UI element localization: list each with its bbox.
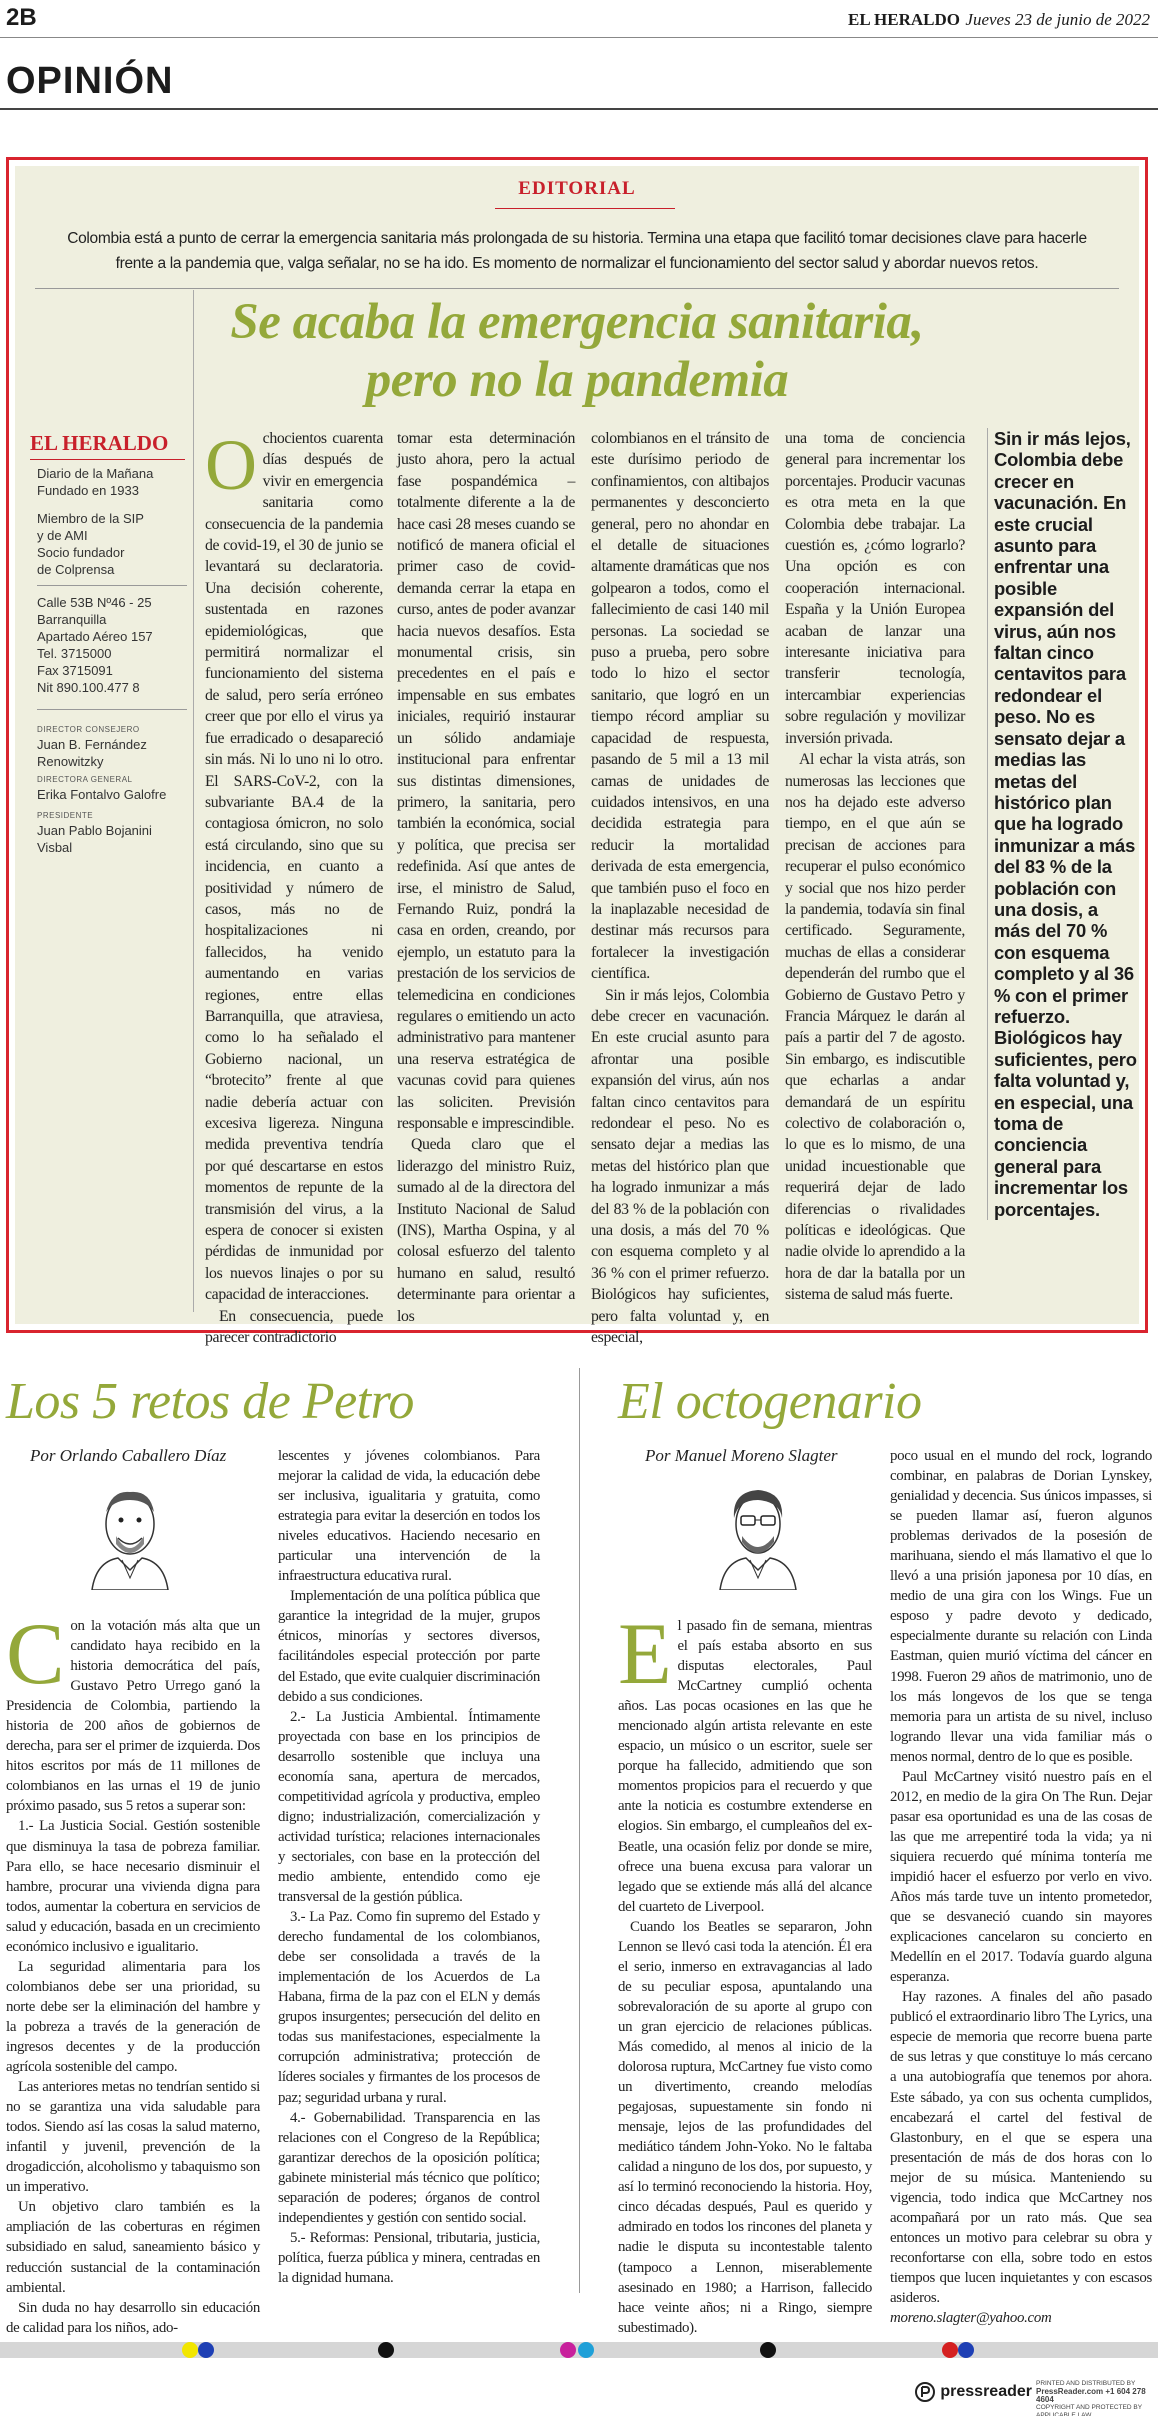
- paragraph: 3.- La Paz. Como fin supremo del Estado y derecho fundamental de los colombianos, debe ser consolidada a través de la implementación de los Acuerdos de La Habana, firma de la paz con el ELN y demás grupos insurgentes; persecución del delito en todas sus manifestaciones, especialmente la corrupción administrativa; protección de líderes sociales y firmantes de los procesos de paz; seguridad urbana y rural.: [278, 1909, 540, 2106]
- editorial-standfirst: Colombia está a punto de cerrar la emergencia sanitaria más prolongada de su historia. Termina una etapa que facilitó tomar decisiones clave para hacerle frente a la pandemia que, valga señalar, no se ha ido. Es momento de normalizar el funcionamiento del sector salud y abordar nuevos retos.: [67, 230, 1087, 272]
- drop-cap: E: [618, 1606, 672, 1703]
- columnist-portrait-left: [82, 1478, 177, 1590]
- notice-line: PressReader.com +1 604 278 4604: [1036, 2387, 1146, 2404]
- section-title: OPINIÓN: [6, 60, 174, 102]
- masthead-line: Miembro de la SIP: [37, 511, 144, 526]
- staff-name: Juan B. Fernández Renowitzky: [37, 737, 147, 769]
- paragraph: Al echar la vista atrás, son numerosas las lecciones que nos ha dejado este adverso tiempo, en el que aún se precisan de acciones para recuperar el pulso económico y social que nos hizo perder la pandemia, todavía sin final certificado. Seguramente, muchas de ellas a considerar dependerán del rumbo que el Gobierno de Gustavo Petro y Francia Márquez le darán al país a partir del 7 de agosto. Sin embargo, es indiscutible que echarlas a andar demandará de un espíritu colectivo de colaboración o, lo que es lo mismo, de una unidad incuestionable que requerirá dejar de lado diferencias o rivalidades políticas e ideológicas. Que nadie olvide lo aprendido a la hora de dar la batalla por un sistema de salud más fuerte.: [785, 751, 965, 1304]
- staff-name: Juan Pablo Bojanini Visbal: [37, 823, 152, 855]
- registration-mark: [198, 2342, 214, 2358]
- editorial-column-2: [397, 428, 575, 1327]
- paragraph-text: l pasado fin de semana, mientras el país estaba absorto en sus disputas electorales, Paul McCartney cumplió ochenta años. Las pocas ocasiones en las que he mencionado algún artista relevante en este espacio, un músico o un escritor, suele ser porque ha fallecido, admitiendo que son momentos propicios para el recuerdo y que ante la noticia es costumbre extenderse en elogios. Sin embargo, el cumpleaños del ex-Beatle, una ocasión feliz por donde se mire, ofrece una buena excusa para valorar un legado que se extiende más allá del alcance del cuarteto de Liverpool.: [618, 1618, 872, 1915]
- masthead-box-title: EL HERALDO: [30, 431, 185, 460]
- column-right-text-2: [890, 1446, 1152, 2328]
- role-label: PRESIDENTE: [37, 811, 94, 820]
- column-divider: [579, 1368, 580, 2293]
- masthead-line: Apartado Aéreo 157: [37, 629, 153, 644]
- paragraph: Las anteriores metas no tendrían sentido si no se garantiza una vida saludable para todos. Siendo así las cosas la salud materno, infantil y juvenil, prevención de la drogadicción, alcoholismo y tabaquismo son un imperativo.: [6, 2079, 260, 2196]
- byline-right: Por Manuel Moreno Slagter: [645, 1446, 838, 1465]
- drop-cap: O: [205, 425, 257, 505]
- registration-mark: [760, 2342, 776, 2358]
- paragraph: una toma de conciencia general para incrementar los porcentajes. Producir vacunas es otra meta en la que Colombia debe trabajar. La cuestión es, ¿cómo lograrlo? Una opción es con cooperación internacional. España y la Unión Europea acaban de lanzar una interesante iniciativa para transferir tecnología, intercambiar experiencias sobre regulación y movilizar inversión privada.: [785, 430, 965, 747]
- staff-name: Erika Fontalvo Galofre: [37, 787, 167, 802]
- paragraph: Sin duda no hay desarrollo sin educación de calidad para los niños, ado-: [6, 2299, 260, 2336]
- editorial-box: [6, 157, 1148, 1347]
- columnist-portrait-right: [710, 1478, 805, 1590]
- paragraph: colombianos en el tránsito de este durísimo periodo de confinamientos, con altibajos permanentes y desconcierto general, pero no ahondar en el detalle de situaciones altamente dramáticas que nos golpearon a todos, como el fallecimiento de casi 140 mil personas. La sociedad se puso a prueba, pero sobre todo lo hizo el sector sanitario, que logró en un tiempo récord ampliar su capacidad de respuesta, pasando de 5 mil a 13 mil camas de unidades de cuidados intensivos, en una decidida estrategia para reducir la mortalidad derivada de esta emergencia, que también puso el foco en la inaplazable necesidad de destinar más recursos para fortalecer la investigación científica.: [591, 430, 769, 983]
- editorial-column-4: [785, 428, 965, 1306]
- pressreader-logo: [915, 2382, 1032, 2402]
- page-masthead: [848, 10, 1150, 30]
- notice-line: COPYRIGHT AND PROTECTED BY APPLICABLE LAW: [1036, 2404, 1142, 2416]
- issue-date: Jueves 23 de junio de 2022: [965, 10, 1150, 29]
- paragraph: Queda claro que el liderazgo del ministro Ruiz, sumado al de la directora del Instituto Nacional de Salud (INS), Martha Ospina, y al colosal esfuerzo del talento humano en salud, resultó determinante para orientar a los: [397, 1136, 575, 1325]
- editorial-label-rule: [495, 208, 675, 209]
- paragraph: Un objetivo claro también es la ampliación de las coberturas en régimen subsidiado en salud, saneamiento básico y reducción sustancial de la contaminación ambiental.: [6, 2199, 260, 2296]
- editorial-headline: Se acaba la emergencia sanitaria, pero no la pandemia: [230, 294, 924, 408]
- role-label: DIRECTOR CONSEJERO: [37, 725, 140, 734]
- editorial-rule: [35, 288, 1119, 289]
- masthead-line: Socio fundador: [37, 545, 125, 560]
- notice-line: PRINTED AND DISTRIBUTED BY: [1036, 2380, 1136, 2387]
- masthead-line: Calle 53B Nº46 - 25: [37, 595, 152, 610]
- paragraph: 5.- Reformas: Pensional, tributaria, justicia, política, fuerza pública y minera, centradas en la dignidad humana.: [278, 2229, 540, 2286]
- pressreader-icon: [915, 2382, 935, 2402]
- author-email: moreno.slagter@yahoo.com: [890, 2310, 1052, 2327]
- column-right-text-1: [618, 1606, 872, 2358]
- paragraph: 1.- La Justicia Social. Gestión sostenible que disminuya la tasa de pobreza familiar. Para ello, se hace necesario disminuir el hambre, procurar una vivienda digna para todos, aumentar la cobertura en servicios de salud y educación, basada en un crecimiento económico inclusivo e igualitario.: [6, 1818, 260, 1955]
- byline-left: Por Orlando Caballero Díaz: [30, 1446, 227, 1465]
- masthead-line: y de AMI: [37, 528, 88, 543]
- column-title-right: El octogenario: [618, 1373, 922, 1430]
- paragraph: Cuando los Beatles se separaron, John Lennon se llevó casi toda la atención. Él era el serio, inmerso en extravagancias al lado de su peculiar esposa, apuntalando una sobrevaloración de su aporte al grupo con un gran ejercicio de relaciones públicas. Más comedido, al menos al inicio de la dolorosa ruptura, McCartney fue visto como un divertimento, creando melodías pegajosas, supuestamente sin fondo ni mensaje, lejos de las profundidades del mediático tándem John-Yoko. No le faltaba calidad a ninguno de los dos, por supuesto, y así lo terminó reconociendo la historia. Hoy, cinco décadas después, Paul es querido y admirado en todos los rincones del planeta y nadie le disputa su incontestable talento (tampoco a Lennon, miserablemente asesinado en 1980; a Harrison, fallecido hace veinte años; ni a Ringo, siempre subestimado).: [618, 1918, 872, 2336]
- role-label: DIRECTORA GENERAL: [37, 775, 133, 784]
- editorial-panel: [15, 166, 1139, 1347]
- paper-name: EL HERALDO: [848, 10, 960, 29]
- masthead-line: Barranquilla: [37, 612, 107, 627]
- registration-mark: [182, 2342, 198, 2358]
- masthead-line: de Colprensa: [37, 562, 115, 577]
- paragraph: Sin ir más lejos, Colombia debe crecer en vacunación. En este crucial asunto para afrontar una posible expansión del virus, aún nos faltan cinco centavitos para redondear el peso. No es sensato dejar a medias las metas del histórico plan que ha logrado inmunizar a más del 83 % de la población con una dosis, a más del 70 % con esquema completo y al 36 % con el primer refuerzo. Biológicos hay suficientes, pero falta voluntad y, en especial,: [591, 986, 769, 1347]
- pull-quote: Sin ir más lejos, Colombia debe crecer en vacunación. En este crucial asunto para enfrentar una posible expansión del virus, aún nos faltan cinco centavitos para redondear el peso. No es sensato dejar a medias las metas del histórico plan que ha logrado inmunizar a más del 83 % de la población con una dosis, a más del 70 % con esquema completo y al 36 % con el primer refuerzo. Biológicos hay suficientes, pero falta voluntad y, en especial, una toma de conciencia general para incrementar los porcentajes.: [987, 428, 1137, 1220]
- column-left-text-1: [6, 1606, 260, 2338]
- editorial-label: EDITORIAL: [518, 178, 636, 199]
- masthead-box-founded: [37, 465, 187, 499]
- registration-mark: [378, 2342, 394, 2358]
- masthead-line: Diario de la Mañana: [37, 466, 154, 481]
- drop-cap: C: [6, 1606, 65, 1703]
- pressreader-label: pressreader: [940, 2383, 1032, 2400]
- paragraph: Paul McCartney visitó nuestro país en el 2012, en medio de la gira On The Run. Dejar pasar esa oportunidad es una de las cosas de las que me arrepentiré toda la vida; ya ni siquiera recuerdo qué mínima tontería me impidió hacer el esfuerzo por verlo en vivo. Años más tarde tuve un intento prometedor, que se desvaneció cuando sin mayores explicaciones cancelaron su concierto en Medellín en el 2017. Todavía guardo alguna esperanza.: [890, 1768, 1152, 1986]
- paragraph: En consecuencia, puede parecer contradictorio: [205, 1307, 383, 1347]
- paragraph-text: chocientos cuarenta días después de vivir en emergencia sanitaria como consecuencia de la pandemia de covid-19, el 30 de junio se levantará su declaratoria. Una decisión coherente, sustentada en razones epidemiológicas, que permitirá normalizar el funcionamiento del sistema de salud, pero sería erróneo creer que por ello el virus ya fue erradicado o desapareció sin más. Ni lo uno ni lo otro. El SARS-CoV-2, con la subvariante BA.4 de la contagiosa ómicron, no solo está circulando, sino que su incidencia, en cuanto a positividad y número de casos, más no de hospitalizaciones ni fallecidos, ha venido aumentando en varias regiones, entre ellas Barranquilla, que atraviesa, como lo ha señalado el Gobierno nacional, un “brotecito” frente al que nadie debería actuar con excesiva ligereza. Ninguna medida preventiva tendría por qué descartarse en estos momentos de repunte de la transmisión del virus, a la espera de conocer si existen pérdidas de inmunidad por los nuevos linajes o por su capacidad de interacciones.: [205, 430, 383, 1304]
- masthead-line: Fax 3715091: [37, 663, 113, 678]
- sidebar-rule: [193, 290, 194, 1312]
- editorial-column-3: [591, 428, 769, 1348]
- masthead-line: Tel. 3715000: [37, 646, 112, 661]
- section-rule: [0, 108, 1158, 110]
- paragraph: [205, 425, 383, 1306]
- column-title-left: Los 5 retos de Petro: [6, 1373, 414, 1430]
- header-rule: [0, 37, 1158, 38]
- editorial-column-1: [205, 425, 383, 1348]
- paragraph: [6, 1606, 260, 1816]
- paragraph: lescentes y jóvenes colombianos. Para mejorar la calidad de vida, la educación debe ser inclusiva, igualitaria y gratuita, como estrategia para evitar la deserción en todos los niveles educativos. Haciendo necesario en particular una intervención de la infraestructura educativa rural.: [278, 1448, 540, 1585]
- column-left-text-2: [278, 1446, 540, 2288]
- pressreader-notice: [1036, 2380, 1150, 2416]
- paragraph: La seguridad alimentaria para los colombianos debe ser una prioridad, su norte debe ser la eliminación del hambre y la pobreza a través de la generación de ingresos decentes y de la producción agrícola sostenible del campo.: [6, 1958, 260, 2076]
- page-number: 2B: [6, 4, 37, 31]
- paragraph: 4.- Gobernabilidad. Transparencia en las relaciones con el Congreso de la República; garantizar derechos de la oposición política; gabinete ministerial más técnico que político; separación de poderes; órganos de control independientes y gestión con sentido social.: [278, 2109, 540, 2226]
- masthead-separator: [37, 709, 187, 710]
- paragraph: Hay razones. A finales del año pasado publicó el extraordinario libro The Lyrics, una especie de memoria que recorre buena parte de sus letras y que constituye lo más cercano a una autobiografía que tenemos por ahora. Este sábado, ya con sus ochenta cumplidos, encabezará el cartel del festival de Glastonbury, en el que se espera una presentación de más de dos horas con lo mejor de su música. Manteniendo su vigencia, todo indica que McCartney nos acompañará por un rato más. Que sea entonces un motivo para celebrar su obra y reconfortarse con ella, sobre todo en estos tiempos que lucen inquietantes y con escasos asideros.: [890, 1989, 1152, 2306]
- masthead-separator: [37, 585, 187, 586]
- paragraph: 2.- La Justicia Ambiental. Íntimamente proyectada con base en los principios de desarrollo sostenible que incluya una economía sana, apertura de mercados, competitividad agrícola y productiva, empleo digno; industrialización, comercialización y actividad turística; relaciones internacionales y sectoriales, con base en la protección del medio ambiente, entendido como eje transversal de la gestión pública.: [278, 1708, 540, 1906]
- masthead-line: Nit 890.100.477 8: [37, 680, 140, 695]
- paragraph: [618, 1606, 872, 1917]
- paragraph: poco usual en el mundo del rock, logrando combinar, en palabras de Dorian Lynskey, genialidad y decencia. Sus únicos impasses, si se pueden llamar así, fueron algunos problemas derivados de la posesión de marihuana, siendo el más llamativo el que lo llevó a una prisión japonesa por 10 días, en medio de una gira con los Wings. Fue un esposo y padre devoto y dedicado, especialmente durante su relación con Linda Eastman, quien murió víctima del cáncer en 1998. Fueron 29 años de matrimonio, uno de los más longevos de los que se tenga memoria para un artista de su nivel, incluso logrando llevar una vida familiar más o menos normal, dentro de lo que es posible.: [890, 1448, 1152, 1765]
- registration-mark: [578, 2342, 594, 2358]
- paragraph: Implementación de una política pública que garantice la integridad de la mujer, grupos étnicos, minorías y sectores diversos, facilitándoles especial protección por parte del Estado, que evite cualquier discriminación debido a sus condiciones.: [278, 1588, 540, 1705]
- registration-mark: [942, 2342, 958, 2358]
- paragraph-text: on la votación más alta que un candidato haya recibido en la historia democrática del país, Gustavo Petro Urrego ganó la Presidencia de Colombia, partiendo la historia de 200 años de gobiernos de derecha, para ser el primer de izquierda. Dos hitos escritos por más de 11 millones de colombianos en las urnas el 19 de junio próximo pasado, sus 5 retos a superar son:: [6, 1618, 260, 1815]
- paragraph: tomar esta determinación justo ahora, pero la actual fase pospandémica –totalmente diferente a la de hace casi 28 meses cuando se notificó de manera oficial el primer caso de covid- demanda cerrar la etapa en curso, antes de poder avanzar hacia nuevos desafíos. Esta monumental crisis, sin precedentes en el país e impensable en sus embates iniciales, requirió instaurar un sólido andamiaje institucional para enfrentar sus distintas dimensiones, primero, la sanitaria, pero también la económica, social y política, que precisa ser redefinida. Así que antes de irse, el ministro de Salud, Fernando Ruiz, pondrá la casa en orden, creando, por ejemplo, un estatuto para la prestación de los servicios de telemedicina en condiciones regulares o emitiendo un acto administrativo para mantener una reserva estratégica de vacunas covid para quienes las soliciten. Previsión responsable e imprescindible.: [397, 430, 575, 1132]
- masthead-box-address: [37, 594, 187, 696]
- registration-mark: [560, 2342, 576, 2358]
- masthead-box-membership: [37, 510, 187, 578]
- registration-mark: [958, 2342, 974, 2358]
- masthead-line: Fundado en 1933: [37, 483, 139, 498]
